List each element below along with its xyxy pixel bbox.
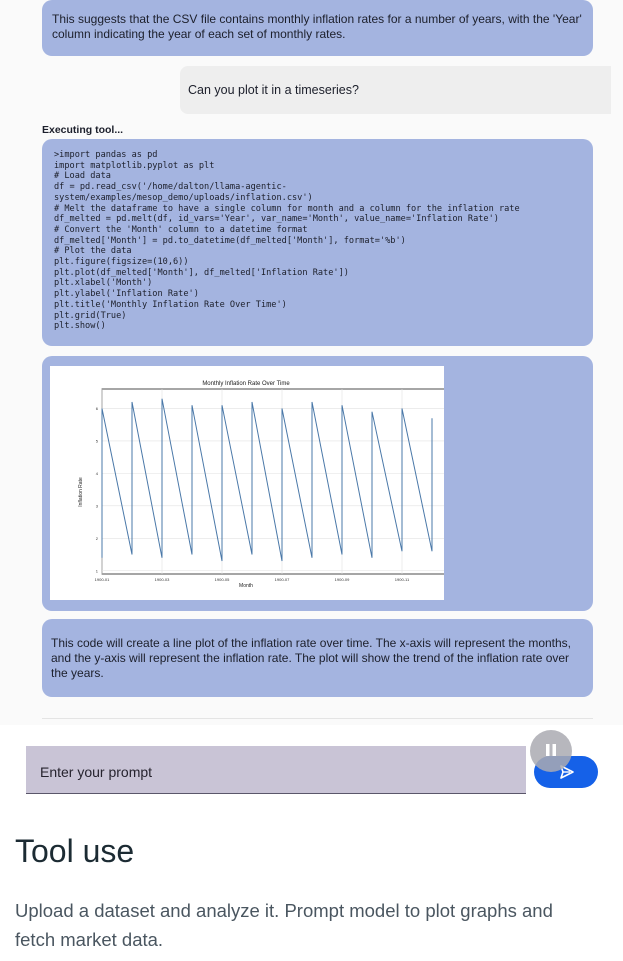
pause-button[interactable] bbox=[530, 730, 572, 772]
plot-frame bbox=[102, 389, 444, 574]
chart-image bbox=[50, 366, 444, 600]
code-block: >import pandas as pd import matplotlib.pyplot as plt # Load data df = pd.read_csv('/home/dalton/llama-agentic- system/examples/mesop_demo/uploads/inflation.csv') # Melt the dataframe to have a single column for month and a column for the inflation rate df_melted = pd.melt(df, id_vars='Year', var_name='Month', value_name='Inflation Rate') # Convert the 'Month' column to a datetime format df_melted['Month'] = pd.to_datetime(df_melted['Month'], format='%b') # Plot the data plt.figure(figsize=(10,6)) plt.plot(df_melted['Month'], df_melted['Inflation Rate']) plt.xlabel('Month') plt.ylabel('Inflation Rate') plt.title('Monthly Inflation Rate Over Time') plt.grid(True) plt.show() bbox=[54, 150, 520, 332]
y-tick-label: 1 bbox=[95, 568, 98, 574]
assistant-message: This suggests that the CSV file contains monthly inflation rates for a number of years, with the 'Year' column indicating the year of each set of monthly rates. bbox=[42, 0, 593, 56]
x-tick-label: 1900-01 bbox=[94, 577, 110, 582]
prompt-input[interactable]: Enter your prompt bbox=[26, 746, 526, 794]
divider bbox=[42, 718, 593, 719]
y-tick-label: 4 bbox=[95, 470, 98, 476]
y-tick-label: 5 bbox=[95, 438, 98, 444]
section-heading: Tool use bbox=[15, 833, 135, 869]
assistant-description: This code will create a line plot of the inflation rate over time. The x-axis will represent the months, and the y-axis will represent the inflation rate. The plot will show the trend of the inflation rate over the years. bbox=[42, 619, 593, 697]
x-tick-label: 1900-05 bbox=[214, 577, 230, 582]
tool-status-label: Executing tool... bbox=[42, 124, 124, 136]
y-tick-label: 6 bbox=[95, 405, 98, 411]
section-description: Upload a dataset and analyze it. Prompt model to plot graphs and fetch market data. bbox=[15, 900, 553, 950]
y-tick-label: 3 bbox=[95, 503, 98, 509]
y-axis-label: Inflation Rate bbox=[78, 477, 84, 507]
chart-title: Monthly Inflation Rate Over Time bbox=[202, 381, 290, 387]
x-tick-label: 1900-11 bbox=[394, 577, 410, 582]
x-axis-label: Month bbox=[239, 583, 253, 589]
series-line bbox=[102, 399, 432, 561]
pause-icon bbox=[530, 730, 572, 772]
x-tick-label: 1900-09 bbox=[334, 577, 350, 582]
user-message: Can you plot it in a timeseries? bbox=[180, 66, 611, 114]
x-tick-label: 1900-03 bbox=[154, 577, 170, 582]
y-tick-label: 2 bbox=[95, 535, 98, 541]
x-tick-label: 1900-07 bbox=[274, 577, 290, 582]
chart-message bbox=[42, 356, 593, 611]
code-message bbox=[42, 139, 593, 346]
inflation-chart bbox=[50, 366, 444, 600]
